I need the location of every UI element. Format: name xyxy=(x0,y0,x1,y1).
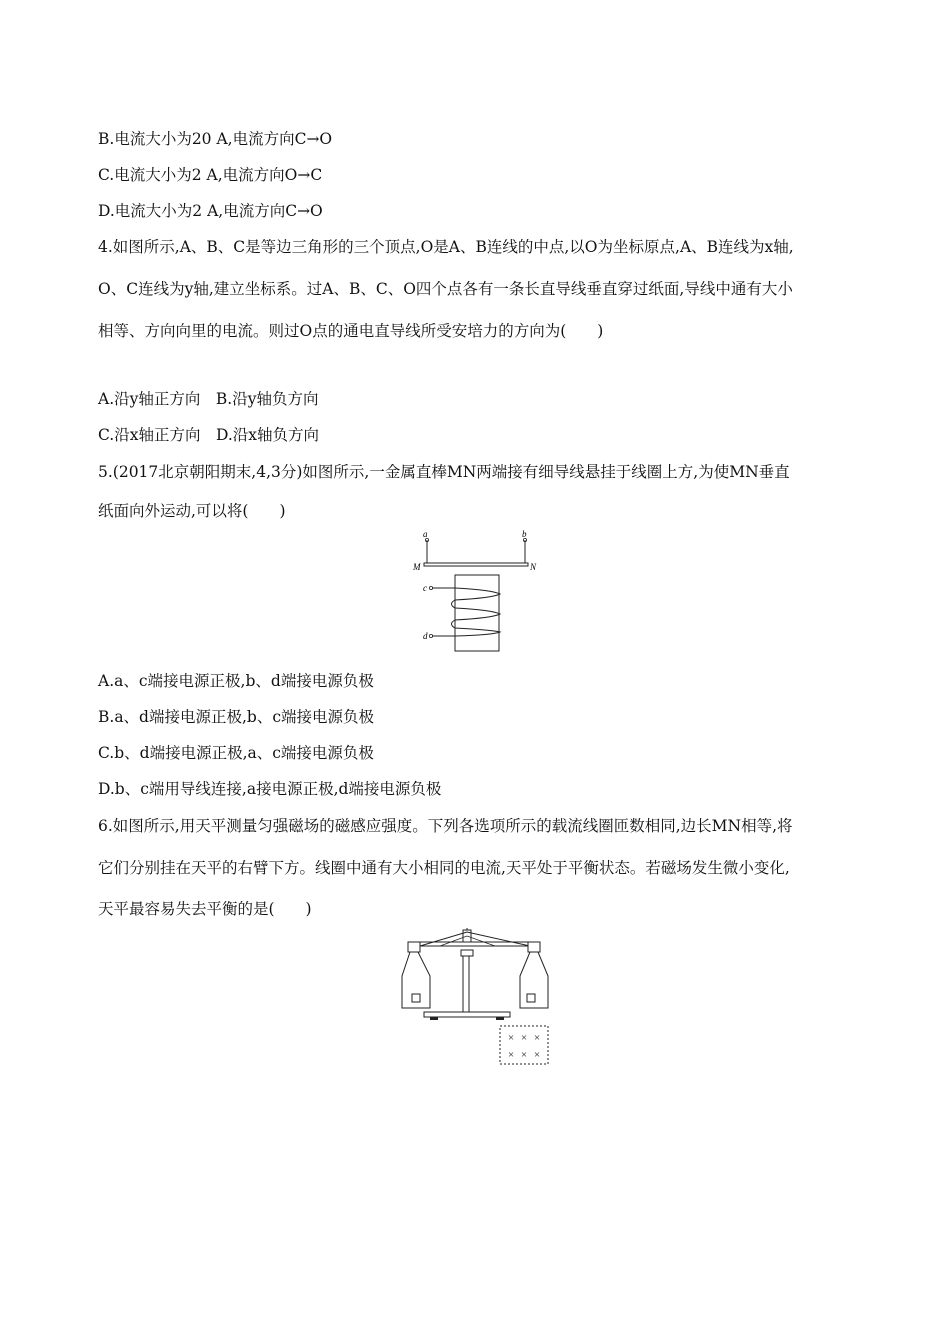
label-b: b xyxy=(522,529,527,539)
q6-figure-balance-and-field xyxy=(400,928,555,1070)
q5-stem-line-2: 纸面向外运动,可以将( ) xyxy=(98,502,286,520)
q5-option-b: B.a、d端接电源正极,b、c端接电源负极 xyxy=(98,708,375,726)
q4-stem-line-2: O、C连线为y轴,建立坐标系。过A、B、C、O四个点各有一条长直导线垂直穿过纸面,导线中通有大小 xyxy=(98,280,793,298)
q3-option-b: B.电流大小为20 A,电流方向C→O xyxy=(98,130,333,148)
q5-figure-coil-and-rod xyxy=(412,528,542,656)
label-a: a xyxy=(423,529,428,539)
q4-options-row-1: A.沿y轴正方向 B.沿y轴负方向 xyxy=(98,390,319,408)
label-d: d xyxy=(423,631,428,641)
label-c: c xyxy=(423,583,427,593)
field-cross-6: × xyxy=(533,1049,541,1061)
q4-stem-line-3: 相等、方向向里的电流。则过O点的通电直导线所受安培力的方向为( ) xyxy=(98,322,604,340)
label-m: M xyxy=(413,562,421,572)
q3-option-d: D.电流大小为2 A,电流方向C→O xyxy=(98,202,323,220)
q4-options-row-2: C.沿x轴正方向 D.沿x轴负方向 xyxy=(98,426,320,444)
label-n: N xyxy=(530,562,537,572)
field-cross-2: × xyxy=(520,1032,528,1044)
q6-stem-line-3: 天平最容易失去平衡的是( ) xyxy=(98,900,312,918)
field-cross-4: × xyxy=(507,1049,515,1061)
q5-stem-line-1: 5.(2017北京朝阳期末,4,3分)如图所示,一金属直棒MN两端接有细导线悬挂于线圈上方,为使MN垂直 xyxy=(98,463,790,481)
q5-option-a: A.a、c端接电源正极,b、d端接电源负极 xyxy=(98,672,374,690)
q5-option-d: D.b、c端用导线连接,a接电源正极,d端接电源负极 xyxy=(98,780,442,798)
field-cross-3: × xyxy=(533,1032,541,1044)
field-cross-1: × xyxy=(507,1032,515,1044)
field-cross-5: × xyxy=(520,1049,528,1061)
q6-stem-line-1: 6.如图所示,用天平测量匀强磁场的磁感应强度。下列各选项所示的载流线圈匝数相同,边长MN相等,将 xyxy=(98,817,793,835)
q6-stem-line-2: 它们分别挂在天平的右臂下方。线圈中通有大小相同的电流,天平处于平衡状态。若磁场发生微小变化, xyxy=(98,859,790,877)
q5-option-c: C.b、d端接电源正极,a、c端接电源负极 xyxy=(98,744,374,762)
q4-stem-line-1: 4.如图所示,A、B、C是等边三角形的三个顶点,O是A、B连线的中点,以O为坐标原点,A、B连线为x轴, xyxy=(98,238,794,256)
q3-option-c: C.电流大小为2 A,电流方向O→C xyxy=(98,166,323,184)
